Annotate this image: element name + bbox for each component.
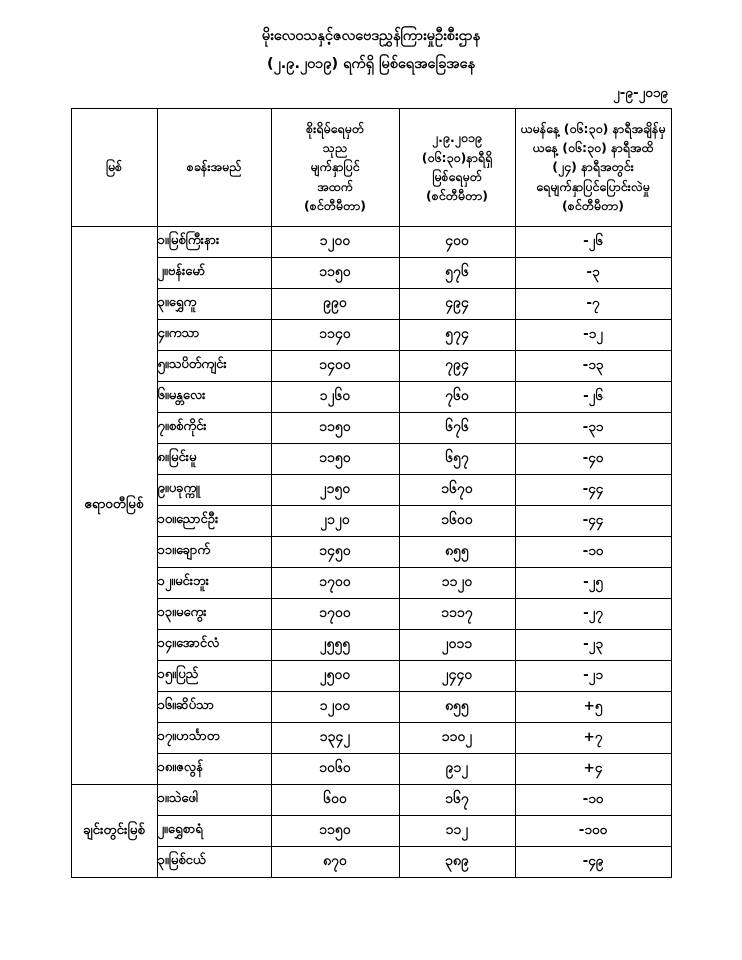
header-line: စိုးရိမ်ရေမှတ် — [306, 120, 364, 136]
change-cell: -၄၀ — [515, 443, 671, 474]
danger-level-cell: ၈၇၀ — [271, 846, 399, 877]
station-name-cell: ၁၃။မကွေး — [157, 598, 271, 629]
station-name-cell: ၁။သဲဖေါ — [157, 784, 271, 815]
table-row — [71, 567, 671, 598]
table-row — [71, 257, 671, 288]
change-cell: -၁၃ — [515, 350, 671, 381]
danger-level-cell: ၁၄၅၀ — [271, 536, 399, 567]
station-name-cell: ၁၁။ချောက် — [157, 536, 271, 567]
column-header-current-level — [399, 108, 515, 226]
current-level-cell: ၁၁၁၇ — [399, 598, 515, 629]
change-cell: -၂၇ — [515, 598, 671, 629]
current-level-cell: ၇၉၄ — [399, 350, 515, 381]
change-cell: +၅ — [515, 691, 671, 722]
current-level-cell: ၁၁၂ — [399, 815, 515, 846]
header-line: သုည — [322, 139, 348, 155]
change-cell: -၂၆ — [515, 226, 671, 257]
table-row — [71, 319, 671, 350]
table-header — [71, 108, 671, 226]
current-level-cell: ၆၇၆ — [399, 412, 515, 443]
header-line: မျက်နှာပြင် — [310, 159, 360, 175]
header-line: မြစ်ရေမှတ် — [432, 169, 482, 184]
page-subtitle: (၂.၉.၂၀၁၉) ရက်ရှိ မြစ်ရေအခြေအနေ — [267, 55, 475, 72]
table-header-row — [71, 108, 671, 226]
table-row — [71, 536, 671, 567]
danger-level-cell: ၉၉၀ — [271, 288, 399, 319]
table-row — [71, 691, 671, 722]
change-cell: -၂၃ — [515, 629, 671, 660]
table-row — [71, 412, 671, 443]
table-row — [71, 846, 671, 877]
change-cell: -၁၂ — [515, 319, 671, 350]
danger-level-cell: ၁၂၆၀ — [271, 381, 399, 412]
danger-level-cell: ၁၂၀၀ — [271, 226, 399, 257]
current-level-cell: ၇၆၀ — [399, 381, 515, 412]
change-cell: -၁၀၀ — [515, 815, 671, 846]
change-cell: -၄၄ — [515, 474, 671, 505]
header-line: အထက် — [317, 178, 353, 194]
current-level-cell: ၁၆၀၀ — [399, 505, 515, 536]
current-level-cell: ၄၉၄ — [399, 288, 515, 319]
current-level-cell: ၁၆၇၀ — [399, 474, 515, 505]
change-cell: -၁၀ — [515, 784, 671, 815]
current-level-cell: ၈၅၅ — [399, 691, 515, 722]
table-row — [71, 226, 671, 257]
danger-level-cell: ၁၇၀၀ — [271, 567, 399, 598]
danger-level-cell: ၂၅၀၀ — [271, 660, 399, 691]
danger-level-cell: ၁၁၅၀ — [271, 815, 399, 846]
station-name-cell: ၅။သပိတ်ကျင်း — [157, 350, 271, 381]
header-line: (စင်တီမီတာ) — [561, 198, 624, 214]
document-header — [0, 0, 742, 76]
danger-level-cell: ၁၁၅၀ — [271, 443, 399, 474]
danger-level-cell: ၂၁၅၀ — [271, 474, 399, 505]
station-name-cell: ၁၂။မင်းဘူး — [157, 567, 271, 598]
current-level-cell: ၆၅၇ — [399, 443, 515, 474]
current-level-cell: ၈၅၅ — [399, 536, 515, 567]
table-body — [71, 226, 671, 877]
station-name-cell: ၁၆။ဆိပ်သာ — [157, 691, 271, 722]
header-line: (၂၄) နာရီအတွင်း — [552, 159, 634, 175]
table-row — [71, 753, 671, 784]
station-name-cell: ၄။ကသာ — [157, 319, 271, 350]
header-line: (စင်တီမီတာ) — [303, 198, 366, 214]
change-cell: +၇ — [515, 722, 671, 753]
danger-level-cell: ၁၁၄၀ — [271, 319, 399, 350]
current-level-cell: ၃၈၉ — [399, 846, 515, 877]
station-name-cell: ၂။ဗန်းမော် — [157, 257, 271, 288]
current-level-cell: ၅၇၆ — [399, 257, 515, 288]
danger-level-cell: ၁၁၅၀ — [271, 412, 399, 443]
station-name-cell: ၉။ပခုက္ကူ — [157, 474, 271, 505]
danger-level-cell: ၂၁၂၀ — [271, 505, 399, 536]
danger-level-cell: ၆၀၀ — [271, 784, 399, 815]
change-cell: +၄ — [515, 753, 671, 784]
danger-level-cell: ၁၂၀၀ — [271, 691, 399, 722]
river-group-cell: ဧရာဝတီမြစ် — [71, 226, 157, 784]
station-name-cell: ၁၀။ညောင်ဦး — [157, 505, 271, 536]
current-level-cell: ၂၀၁၁ — [399, 629, 515, 660]
page-title: မိုးလေဝသနှင့်ဇလဗေဒညွှန်ကြားမှုဦးစီးဌာန — [261, 28, 481, 44]
station-name-cell: ၁၈။ဇလွန် — [157, 753, 271, 784]
table-row — [71, 381, 671, 412]
current-level-cell: ၄၀၀ — [399, 226, 515, 257]
station-name-cell: ၂။ရွှေစာရံ — [157, 815, 271, 846]
change-cell: -၄၄ — [515, 505, 671, 536]
station-name-cell: ၃။ရွှေကူ — [157, 288, 271, 319]
station-name-cell: ၃။မြစ်ငယ် — [157, 846, 271, 877]
danger-level-cell: ၁၁၅၀ — [271, 257, 399, 288]
change-cell: -၇ — [515, 288, 671, 319]
river-level-table — [71, 108, 672, 878]
current-level-cell: ၅၇၄ — [399, 319, 515, 350]
river-group-cell: ချင်းတွင်းမြစ် — [71, 784, 157, 877]
current-level-cell: ၁၁၀၂ — [399, 722, 515, 753]
change-cell: -၂၁ — [515, 660, 671, 691]
table-row — [71, 815, 671, 846]
station-name-cell: ၁၅။ပြည် — [157, 660, 271, 691]
table-row — [71, 629, 671, 660]
header-line: ယမန်နေ့ (၀၆:၃၀) နာရီအချိန်မှ — [520, 120, 666, 136]
danger-level-cell: ၁၃၄၂ — [271, 722, 399, 753]
station-name-cell: ၇။စစ်ကိုင်း — [157, 412, 271, 443]
table-row — [71, 660, 671, 691]
table-row — [71, 288, 671, 319]
column-header-danger-level — [271, 108, 399, 226]
danger-level-cell: ၁၇၀၀ — [271, 598, 399, 629]
station-name-cell: ၈။မြင်းမူ — [157, 443, 271, 474]
header-line: (စင်တီမီတာ) — [425, 188, 488, 204]
table-row — [71, 474, 671, 505]
change-cell: -၄၉ — [515, 846, 671, 877]
station-name-cell: ၁၄။အောင်လံ — [157, 629, 271, 660]
header-line: ၂.၉.၂၀၁၉ — [432, 130, 482, 146]
station-name-cell: ၁၇။ဟင်္သာတ — [157, 722, 271, 753]
header-line: (၀၆:၃၀)နာရီရှိ — [421, 149, 493, 165]
table-row — [71, 505, 671, 536]
station-name-cell: ၁။မြစ်ကြီးနား — [157, 226, 271, 257]
change-cell: -၂၆ — [515, 381, 671, 412]
table-row — [71, 784, 671, 815]
table-row — [71, 350, 671, 381]
column-header-river: မြစ် — [71, 108, 157, 226]
header-line: ယနေ့ (၀၆:၃၀) နာရီအထိ — [532, 139, 654, 155]
change-cell: -၁၀ — [515, 536, 671, 567]
danger-level-cell: ၁၀၆၀ — [271, 753, 399, 784]
change-cell: -၂၅ — [515, 567, 671, 598]
danger-level-cell: ၁၄၀၀ — [271, 350, 399, 381]
header-line: ရေမျက်နှာပြင်ပြောင်းလဲမှု — [536, 178, 650, 194]
report-date: ၂-၉-၂၀၁၉ — [613, 84, 668, 101]
current-level-cell: ၂၄၄၀ — [399, 660, 515, 691]
change-cell: -၃ — [515, 257, 671, 288]
column-header-change — [515, 108, 671, 226]
station-name-cell: ၆။မန္တလေး — [157, 381, 271, 412]
column-header-station: စခန်းအမည် — [157, 108, 271, 226]
current-level-cell: ၉၁၂ — [399, 753, 515, 784]
danger-level-cell: ၂၅၅၅ — [271, 629, 399, 660]
current-level-cell: ၁၁၂၀ — [399, 567, 515, 598]
table-row — [71, 722, 671, 753]
table-row — [71, 443, 671, 474]
current-level-cell: ၁၆၇ — [399, 784, 515, 815]
change-cell: -၃၁ — [515, 412, 671, 443]
table-row — [71, 598, 671, 629]
